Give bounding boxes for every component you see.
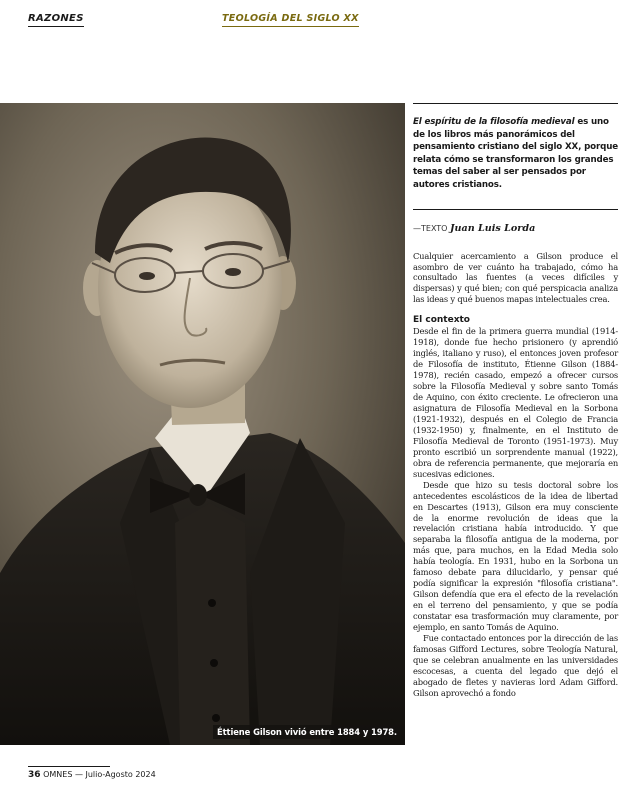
section-label: RAZONES xyxy=(28,13,84,27)
top-rule xyxy=(413,103,618,104)
photo-caption: Éttiene Gilson vivió entre 1884 y 1978. xyxy=(213,725,401,739)
body-paragraph: Desde el fin de la primera guerra mundial (1914-1918), donde fue hecho prisionero (y aprendió inglés, italiano y ruso), el entonces joven profesor de Filosofía de instituto, Étienne Gilson (1884-1978), recién casado, empezó a ofrecer cursos sobre la Filosofía Medieval y sobre santo Tomás de Aquino, con éxito creciente. Le ofrecieron una asignatura de Filosofía Medieval en la Sorbona (1921-1932), después en el Colegio de Francia (1932-1950) y, finalmente, en el Instituto de Filosofía Medieval de Toronto (1951-1973). Muy pronto escribió un sorprendente manual (1922), obra de referencia permanente, que mejoraría en sucesivas ediciones. xyxy=(413,326,618,479)
body-paragraph: Desde que hizo su tesis doctoral sobre los antecedentes escolásticos de la idea de libertad en Descartes (1913), Gilson era muy consciente de la enorme revolución de ideas que la revelación cristiana había introducido. Y que separaba la filosofía antigua de la moderna, por más que, para muchos, en la Edad Media solo había teología. En 1931, hubo en la Sorbona un famoso debate para dilucidarlo, y pensar qué podía significar la expresión "filosofía cristiana". Gilson defendía que era el efecto de la revelación en el terreno del pensamiento, y que se podía constatar esa trasformación muy claramente, por ejemplo, en santo Tomás de Aquino. xyxy=(413,479,618,633)
section-heading: El contexto xyxy=(413,315,470,326)
intro-paragraph: Cualquier acercamiento a Gilson produce el asombro de ver cuánto ha trabajado, cómo ha consultado las fuentes (a veces difíciles y dispersas) y qué bien; con qué perspicacia analiza las ideas y qué buenos mapas intelectuales crea. xyxy=(413,250,618,305)
page-footer: 36 OMNES — Julio-Agosto 2024 xyxy=(28,766,110,780)
issue-date: Julio-Agosto 2024 xyxy=(85,770,156,779)
byline xyxy=(413,223,618,234)
author-name: Juan Luis Lorda xyxy=(450,222,536,234)
portrait-photo xyxy=(0,103,405,745)
author-rule xyxy=(413,209,618,210)
body-paragraph: Fue contactado entonces por la dirección de las famosas Gifford Lectures, sobre Teología Natural, que se celebran anualmente en las universidades escocesas, a cuenta del legado que dejó el abogado de fletes y navieras lord Adam Gifford. Gilson aprovechó a fondo xyxy=(413,633,618,698)
book-title: El espíritu de la filosofía medieval xyxy=(413,117,575,127)
lead-text: es uno de los libros más panorámicos del pensamiento cristiano del siglo XX, porque relata cómo se transformaron los grandes temas del saber al ser pensados por autores cristianos. xyxy=(413,117,618,190)
byline-prefix: —TEXTO xyxy=(413,223,448,233)
topic-label: TEOLOGÍA DEL SIGLO XX xyxy=(222,13,359,27)
article-column xyxy=(413,103,618,699)
page-number: 36 xyxy=(28,770,41,780)
lead-paragraph xyxy=(413,116,618,192)
magazine-name: OMNES xyxy=(43,770,73,779)
